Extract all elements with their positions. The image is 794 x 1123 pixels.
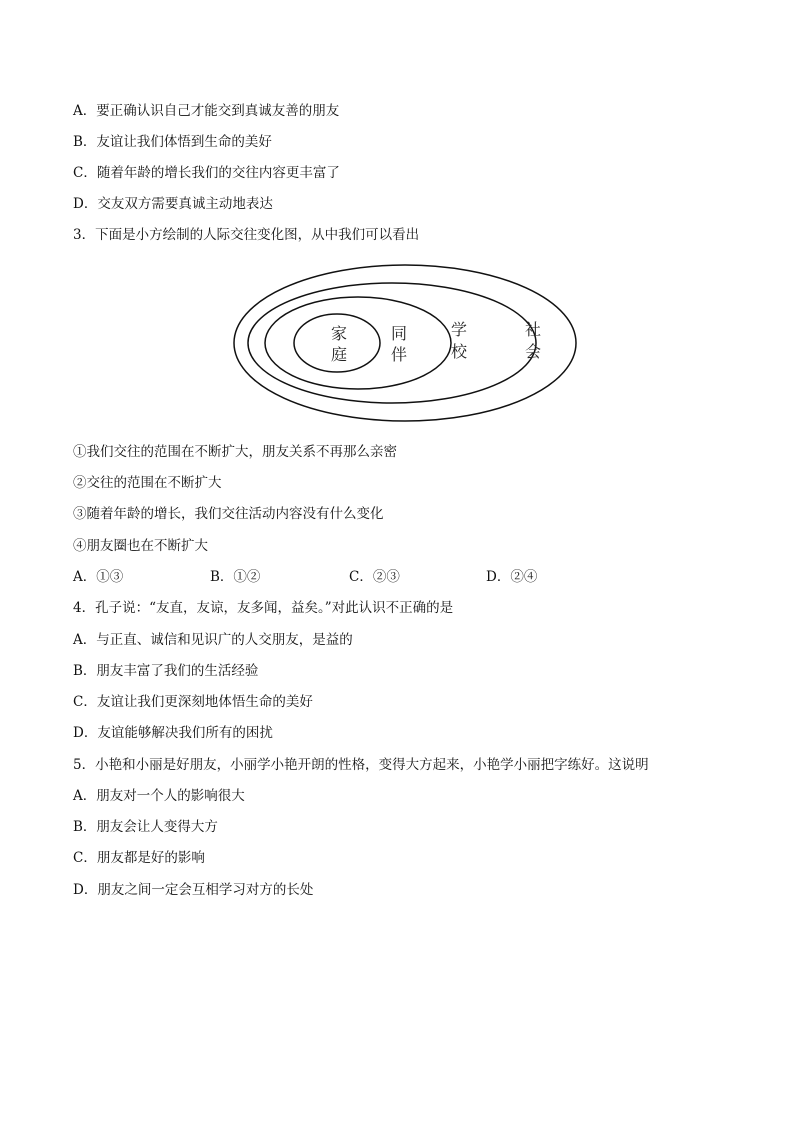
- option-a: A．要正确认识自己才能交到真诚友善的朋友: [73, 103, 340, 119]
- peers-label-2: 伴: [391, 345, 408, 364]
- option-c: C．随着年龄的增长我们的交往内容更丰富了: [73, 165, 340, 181]
- question-3-stem: 3．下面是小方绘制的人际交往变化图，从中我们可以看出: [73, 227, 420, 243]
- option-b: B．友谊让我们体悟到生命的美好: [73, 134, 272, 150]
- family-label-2: 庭: [331, 345, 348, 364]
- peers-label-1: 同: [391, 324, 408, 343]
- society-label-1: 社: [525, 320, 542, 339]
- statement-2: ②交往的范围在不断扩大: [73, 475, 222, 491]
- society-label-2: 会: [525, 342, 542, 361]
- q4-option-a: A．与正直、诚信和见识广的人交朋友，是益的: [73, 632, 353, 648]
- q4-option-d: D．友谊能够解决我们所有的困扰: [73, 725, 273, 741]
- interpersonal-circles-diagram: [225, 262, 585, 428]
- option-d: D．交友双方需要真诚主动地表达: [73, 196, 273, 212]
- q4-option-b: B．朋友丰富了我们的生活经验: [73, 663, 259, 679]
- choice-b: B．①②: [210, 569, 261, 585]
- school-label-2: 校: [451, 342, 468, 361]
- choice-a: A．①③: [73, 569, 124, 585]
- q5-option-b: B．朋友会让人变得大方: [73, 819, 218, 835]
- statement-1: ①我们交往的范围在不断扩大，朋友关系不再那么亲密: [73, 444, 397, 460]
- q5-option-c: C．朋友都是好的影响: [73, 850, 205, 866]
- q5-option-a: A．朋友对一个人的影响很大: [73, 788, 245, 804]
- question-4-stem: 4．孔子说：“友直，友谅，友多闻，益矣。”对此认识不正确的是: [73, 600, 454, 616]
- statement-3: ③随着年龄的增长，我们交往活动内容没有什么变化: [73, 506, 384, 522]
- choice-d: D．②④: [486, 569, 538, 585]
- school-label-1: 学: [451, 320, 468, 339]
- q5-option-d: D．朋友之间一定会互相学习对方的长处: [73, 882, 314, 898]
- q4-option-c: C．友谊让我们更深刻地体悟生命的美好: [73, 694, 313, 710]
- question-5-stem: 5．小艳和小丽是好朋友，小丽学小艳开朗的性格，变得大方起来，小艳学小丽把字练好。这说明: [73, 757, 649, 773]
- school-ellipse: [248, 283, 536, 403]
- choice-c: C．②③: [349, 569, 400, 585]
- family-label-1: 家: [331, 324, 348, 343]
- question-3-choices: [73, 568, 733, 586]
- peers-ellipse: [265, 297, 451, 389]
- statement-4: ④朋友圈也在不断扩大: [73, 538, 208, 554]
